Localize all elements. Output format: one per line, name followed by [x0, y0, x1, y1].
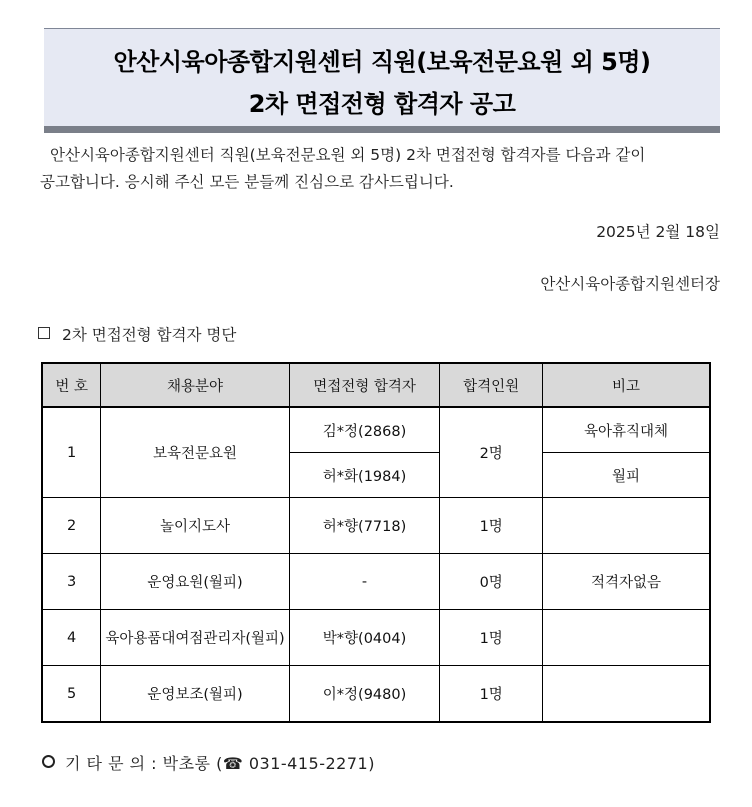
table-row: [42, 498, 710, 554]
page-subtitle: 2차 면접전형 합격자 공고: [248, 90, 516, 118]
cell-number: 5: [42, 666, 101, 723]
intro-paragraph: [40, 142, 720, 196]
table-row: [42, 666, 710, 723]
table-row: [42, 554, 710, 610]
cell-field: 운영요원(월피): [101, 554, 289, 610]
cell-count: 1명: [440, 666, 543, 723]
cell-number: 1: [42, 407, 101, 498]
cell-applicant: 허*향(7718): [289, 498, 440, 554]
cell-applicant: 이*정(9480): [289, 666, 440, 723]
header-field: 채용분야: [101, 363, 289, 407]
issuing-organization: 안산시육아종합지원센터장: [540, 275, 720, 293]
contact-text: 기 타 문 의 : 박초롱 (☎ 031-415-2271): [65, 754, 375, 773]
cell-number: 3: [42, 554, 101, 610]
cell-field: 운영보조(월피): [101, 666, 289, 723]
cell-notes: 육아휴직대체: [543, 407, 710, 453]
intro-line: 안산시육아종합지원센터 직원(보육전문요원 외 5명) 2차 면접전형 합격자를 다음과 같이: [50, 146, 646, 164]
cell-field: 보육전문요원: [101, 407, 289, 498]
cell-applicant: -: [289, 554, 440, 610]
page-title: 안산시육아종합지원센터 직원(보육전문요원 외 5명): [113, 48, 651, 76]
header-notes: 비고: [543, 363, 710, 407]
circle-bullet-icon: [42, 755, 55, 768]
cell-notes: [543, 666, 710, 723]
contact-info: [42, 751, 375, 774]
section-heading: [38, 323, 236, 345]
cell-notes: [543, 610, 710, 666]
table-row: [42, 610, 710, 666]
cell-count: 0명: [440, 554, 543, 610]
cell-notes: 월피: [543, 453, 710, 498]
cell-field: 놀이지도사: [101, 498, 289, 554]
header-applicants: 면접전형 합격자: [289, 363, 440, 407]
title-underline: [44, 126, 720, 133]
header-number: 번 호: [42, 363, 101, 407]
cell-applicant: 김*정(2868): [289, 407, 440, 453]
cell-count: 1명: [440, 498, 543, 554]
cell-number: 2: [42, 498, 101, 554]
announcement-date: 2025년 2월 18일: [596, 223, 720, 241]
table-row: [42, 407, 710, 453]
results-table: [41, 362, 711, 723]
cell-applicant: 박*향(0404): [289, 610, 440, 666]
cell-applicant: 허*화(1984): [289, 453, 440, 498]
checkbox-square-icon: [38, 327, 50, 339]
cell-count: 1명: [440, 610, 543, 666]
section-heading-text: 2차 면접전형 합격자 명단: [62, 326, 237, 344]
intro-line: 공고합니다. 응시해 주신 모든 분들께 진심으로 감사드립니다.: [40, 173, 454, 191]
cell-notes: 적격자없음: [543, 554, 710, 610]
cell-notes: [543, 498, 710, 554]
header-count: 합격인원: [440, 363, 543, 407]
cell-count: 2명: [440, 407, 543, 498]
table-header-row: [42, 363, 710, 407]
cell-number: 4: [42, 610, 101, 666]
cell-field: 육아용품대여점관리자(월피): [101, 610, 289, 666]
